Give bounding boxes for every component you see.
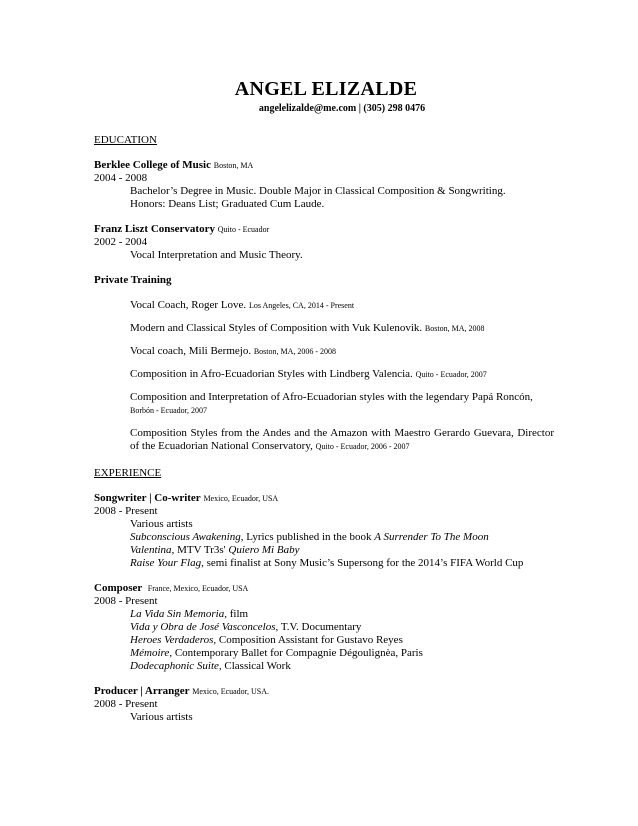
entry-title-line <box>94 582 554 595</box>
training-item <box>94 391 554 417</box>
entry-title-line <box>94 159 554 172</box>
entry-detail: Various artists <box>130 518 193 530</box>
entry-title: Songwriter | Co-writer <box>94 492 201 504</box>
contact-info: angelelizalde@me.com | (305) 298 0476 <box>258 103 426 114</box>
entry-location: Quito - Ecuador <box>217 225 270 234</box>
entry-detail <box>94 608 554 621</box>
entry-title: Producer | Arranger <box>94 685 190 697</box>
training-location: Boston, MA, 2006 - 2008 <box>253 347 337 356</box>
training-location: Borbón - Ecuador, 2007 <box>130 406 207 415</box>
entry-title-line <box>94 223 554 236</box>
entry-dates: 2004 - 2008 <box>94 172 148 184</box>
work-title: Dodecaphonic Suite, <box>130 660 222 672</box>
training-text: Modern and Classical Styles of Composition with Vuk Kulenovik. <box>130 322 423 334</box>
training-location: Boston, MA, 2008 <box>424 324 485 333</box>
entry-detail <box>94 621 554 634</box>
entry-title-line <box>94 685 554 698</box>
entry-location: Mexico, Ecuador, USA <box>203 494 279 503</box>
entry-dates: 2008 - Present <box>94 698 158 710</box>
entry-title: Composer <box>94 582 143 594</box>
work-desc: , semi finalist at Sony Music’s Supersong for the 2014’s FIFA World Cup <box>201 557 524 569</box>
training-text: Composition and Interpretation of Afro-Ecuadorian styles with the legendary Papá Roncón, <box>130 391 533 403</box>
resume-content <box>94 134 554 736</box>
work-desc: , T.V. Documentary <box>275 621 362 633</box>
training-item <box>94 322 554 335</box>
training-location: Los Angeles, CA, 2014 - Present <box>248 301 355 310</box>
entry-detail <box>94 544 554 557</box>
work-title: Subconscious Awakening <box>130 531 241 543</box>
entry-dates: 2002 - 2004 <box>94 236 148 248</box>
private-training-title: Private Training <box>94 274 172 286</box>
training-item <box>94 299 554 312</box>
entry-location: Mexico, Ecuador, USA. <box>192 687 270 696</box>
entry-location: France, Mexico, Ecuador, USA <box>147 584 249 593</box>
work-desc: , Composition Assistant for Gustavo Reyes <box>213 634 403 646</box>
work-title: A Surrender To The Moon <box>374 531 489 543</box>
training-location: Quito - Ecuador, 2006 - 2007 <box>315 442 410 451</box>
experience-entry-composer <box>94 582 554 673</box>
work-desc: , MTV Tr3s' <box>171 544 229 556</box>
training-text: Vocal Coach, Roger Love. <box>130 299 247 311</box>
entry-detail: Vocal Interpretation and Music Theory. <box>130 249 303 261</box>
work-title: Heroes Verdaderos <box>130 634 214 646</box>
entry-detail: Various artists <box>130 711 193 723</box>
education-entry-berklee <box>94 159 554 211</box>
education-entry-liszt <box>94 223 554 262</box>
work-desc: , film <box>224 608 249 620</box>
work-title: Valentina <box>130 544 172 556</box>
entry-detail <box>94 634 554 647</box>
work-title: Vida y Obra de José Vasconcelos <box>130 621 276 633</box>
work-title: Raise Your Flag <box>130 557 202 569</box>
work-title: La Vida Sin Memoria <box>130 608 225 620</box>
training-item <box>94 368 554 381</box>
training-text: Composition Styles from the Andes and the Amazon with Maestro Gerardo Guevara, Director of the Ecuadorian National Conservatory, <box>130 427 554 452</box>
training-item <box>94 427 554 453</box>
training-text: Composition in Afro-Ecuadorian Styles with Lindberg Valencia. <box>130 368 413 380</box>
experience-entry-songwriter <box>94 492 554 570</box>
work-title: Quiero Mi Baby <box>228 544 300 556</box>
entry-detail <box>94 531 554 544</box>
entry-dates: 2008 - Present <box>94 595 158 607</box>
education-heading: EDUCATION <box>94 134 157 146</box>
entry-dates: 2008 - Present <box>94 505 158 517</box>
entry-detail: Honors: Deans List; Graduated Cum Laude. <box>130 198 325 210</box>
entry-detail <box>94 557 554 570</box>
experience-entry-producer <box>94 685 554 724</box>
work-desc: , Contemporary Ballet for Compagnie Dégoulignèa, Paris <box>169 647 423 659</box>
training-location: Quito - Ecuador, 2007 <box>415 370 487 379</box>
entry-title: Franz Liszt Conservatory <box>94 223 215 235</box>
training-text: Vocal coach, Mili Bermejo. <box>130 345 252 357</box>
entry-detail <box>94 660 554 673</box>
work-desc: Classical Work <box>221 660 291 672</box>
person-name: ANGEL ELIZALDE <box>234 78 418 100</box>
resume-header <box>0 78 638 114</box>
work-desc: , Lyrics published in the book <box>240 531 375 543</box>
entry-title-line <box>94 492 554 505</box>
experience-heading: EXPERIENCE <box>94 467 162 479</box>
training-item <box>94 345 554 358</box>
work-title: Mémoire <box>130 647 170 659</box>
entry-detail: Bachelor’s Degree in Music. Double Major in Classical Composition & Songwriting. <box>130 185 506 197</box>
entry-title: Berklee College of Music <box>94 159 211 171</box>
entry-location: Boston, MA <box>213 161 254 170</box>
entry-detail <box>94 647 554 660</box>
